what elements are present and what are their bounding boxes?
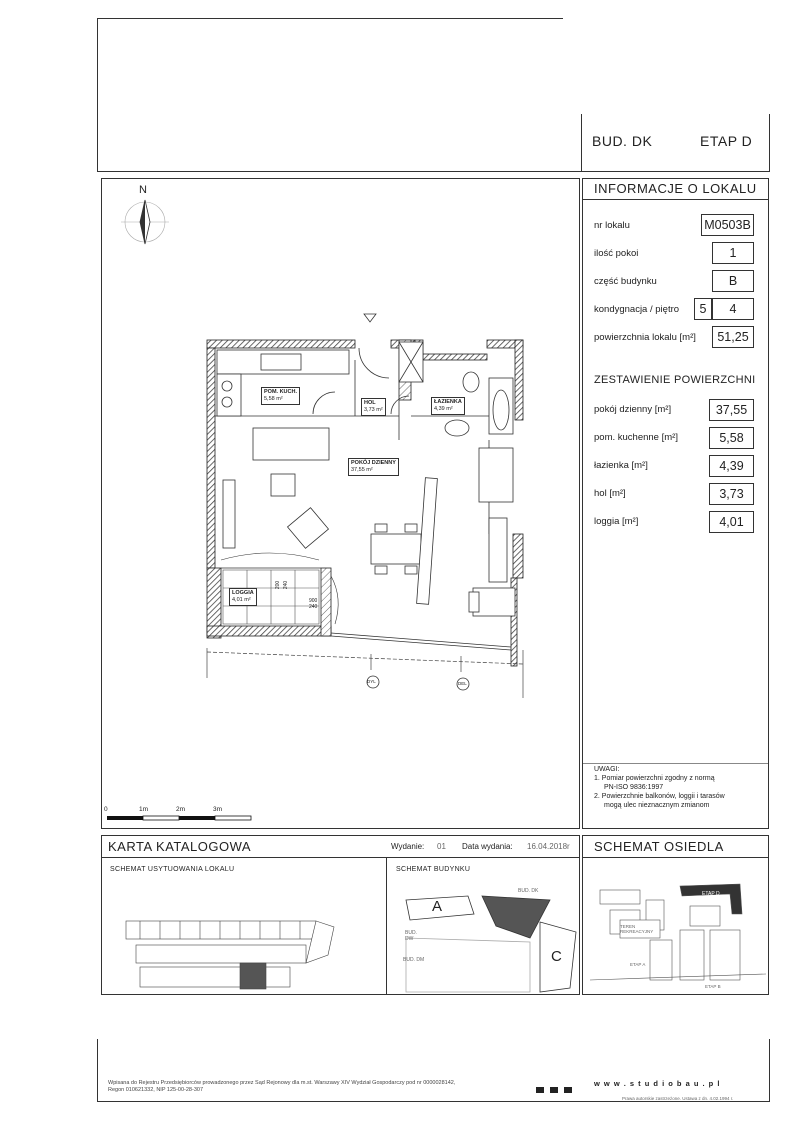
entrance-marker: [364, 314, 376, 322]
info-value-nr: M0503B: [701, 214, 754, 236]
summary-value-2: 5,58: [709, 427, 754, 449]
schema-label-c: C: [551, 948, 562, 965]
issue-value: 01: [437, 842, 446, 851]
info-label-pokoi: ilość pokoi: [594, 248, 639, 259]
room-name-bath: ŁAZIENKA: [434, 399, 462, 405]
blank-band: [0, 995, 793, 1039]
summary-value-4: 3,73: [709, 483, 754, 505]
schema-label-bud-dw: BUD. DW: [405, 930, 417, 942]
location-title: SCHEMAT USYTUOWANIA LOKALU: [110, 866, 235, 873]
estate-label-etap-d: ETAP D: [702, 891, 720, 897]
catalog-rule: [102, 857, 579, 858]
room-label-kitchen: [261, 387, 300, 405]
date-label: Data wydania:: [462, 842, 513, 851]
room-name-kitchen: POM. KUCH.: [264, 389, 297, 395]
room-area-kitchen: 5,58 m²: [264, 396, 283, 402]
catalog-vrule: [386, 857, 387, 995]
axis-label-1: DYL: [367, 679, 376, 684]
kitchen-fixtures: [217, 350, 349, 416]
notes-line-3: 2. Powierzchnie balkonów, loggii i tarasów: [594, 793, 725, 800]
info-title-rule: [583, 199, 768, 200]
header-logo-mask: [563, 10, 773, 114]
notes-line-4: mogą ulec nieznacznym zmianom: [604, 802, 710, 809]
footer-line-1: Wpisana do Rejestru Przedsiębiorców prowadzonego przez Sąd Rejonowy dla m.st. Warszawy XIV Wydział Gospodarczy pod nr 0000028142,: [108, 1080, 456, 1086]
footer-line-2: Regon 010621332, NIP 125-00-28-307: [108, 1087, 204, 1093]
footer-logo: [536, 1080, 574, 1086]
date-value: 16.04.2018r: [527, 842, 570, 851]
info-label-floor: kondygnacja / piętro: [594, 304, 680, 315]
scale-bar: [107, 816, 251, 820]
info-label-area: powierzchnia lokalu [m²]: [594, 332, 696, 343]
info-title: INFORMACJE O LOKALU: [594, 181, 757, 196]
location-schema: [120, 915, 345, 995]
room-name-loggia: LOGGIA: [232, 590, 254, 596]
axis-label-2: DEL: [458, 681, 467, 686]
dim-label-2: 240: [283, 580, 290, 590]
schema-label-bud-dk: BUD. DK: [518, 888, 539, 894]
summary-label-3: łazienka [m²]: [594, 460, 648, 471]
room-area-bath: 4,39 m²: [434, 406, 453, 412]
room-name-hol: HOL: [364, 400, 376, 406]
estate-title: SCHEMAT OSIEDLA: [594, 839, 724, 854]
notes-line-2: PN-ISO 9836:1997: [604, 784, 664, 791]
info-value-czesc: B: [712, 270, 754, 292]
floor-plan: [101, 178, 580, 829]
footer-website[interactable]: w w w . s t u d i o b a u . p l: [594, 1079, 721, 1088]
summary-title: ZESTAWIENIE POWIERZCHNI: [594, 374, 756, 386]
info-value-kond: 5: [694, 298, 712, 320]
scale-label-2: 2m: [176, 806, 186, 813]
summary-value-1: 37,55: [709, 399, 754, 421]
issue-label: Wydanie:: [391, 842, 425, 851]
room-area-hol: 3,73 m²: [364, 407, 383, 413]
estate-label-teren: TEREN REKREACYJNY: [620, 924, 654, 934]
summary-label-4: hol [m²]: [594, 488, 626, 499]
building-title: SCHEMAT BUDYNKU: [396, 866, 471, 873]
logo-icon: [536, 1087, 574, 1093]
footer-rights: Prawa autorskie zastrzeżone. Ustawa z dn. 4.02.1994 r.: [622, 1096, 734, 1101]
terrace-edge: [207, 648, 523, 698]
estate-label-etap-a: ETAP A: [630, 962, 646, 967]
estate-rule: [583, 857, 768, 858]
footer-mask: [98, 1036, 766, 1076]
room-label-living: [348, 458, 399, 476]
summary-value-3: 4,39: [709, 455, 754, 477]
schema-label-bud-dm: BUD. DM: [403, 957, 425, 963]
header-divider: [581, 114, 582, 172]
dim-label-1: 200: [275, 580, 282, 590]
info-label-czesc: część budynku: [594, 276, 657, 287]
room-area-loggia: 4,01 m²: [232, 597, 251, 603]
stage-label: ETAP D: [700, 133, 753, 149]
info-value-pokoi: 1: [712, 242, 754, 264]
schema-label-a: A: [432, 898, 443, 915]
compass-icon: [121, 200, 169, 244]
summary-label-1: pokój dzienny [m²]: [594, 404, 672, 415]
summary-value-5: 4,01: [709, 511, 754, 533]
summary-label-5: loggia [m²]: [594, 516, 639, 527]
info-value-area: 51,25: [712, 326, 754, 348]
room-label-loggia: [229, 588, 257, 606]
estate-label-etap-b: ETAP B: [705, 984, 721, 989]
dim-label-4: 240: [309, 604, 318, 610]
scale-label-1: 1m: [139, 806, 149, 813]
scale-label-3: 3m: [213, 806, 223, 813]
building-label: BUD. DK: [592, 133, 653, 149]
notes-title: UWAGI:: [594, 766, 620, 773]
room-label-bath: [431, 397, 465, 415]
scale-label-0: 0: [104, 806, 108, 813]
room-label-hol: [361, 398, 386, 416]
summary-label-2: pom. kuchenne [m²]: [594, 432, 678, 443]
notes-line-1: 1. Pomiar powierzchni zgodny z normą: [594, 775, 715, 782]
notes-rule: [583, 763, 768, 764]
info-label-nr: nr lokalu: [594, 220, 630, 231]
catalog-title: KARTA KATALOGOWA: [108, 839, 252, 854]
room-name-living: POKÓJ DZIENNY: [351, 460, 396, 466]
info-value-pietro: 4: [712, 298, 754, 320]
compass-label: N: [139, 184, 147, 196]
dim-label-3: 900: [309, 598, 318, 604]
room-area-living: 37,55 m²: [351, 467, 373, 473]
axis-markers: [367, 676, 469, 690]
estate-map: [590, 870, 766, 995]
